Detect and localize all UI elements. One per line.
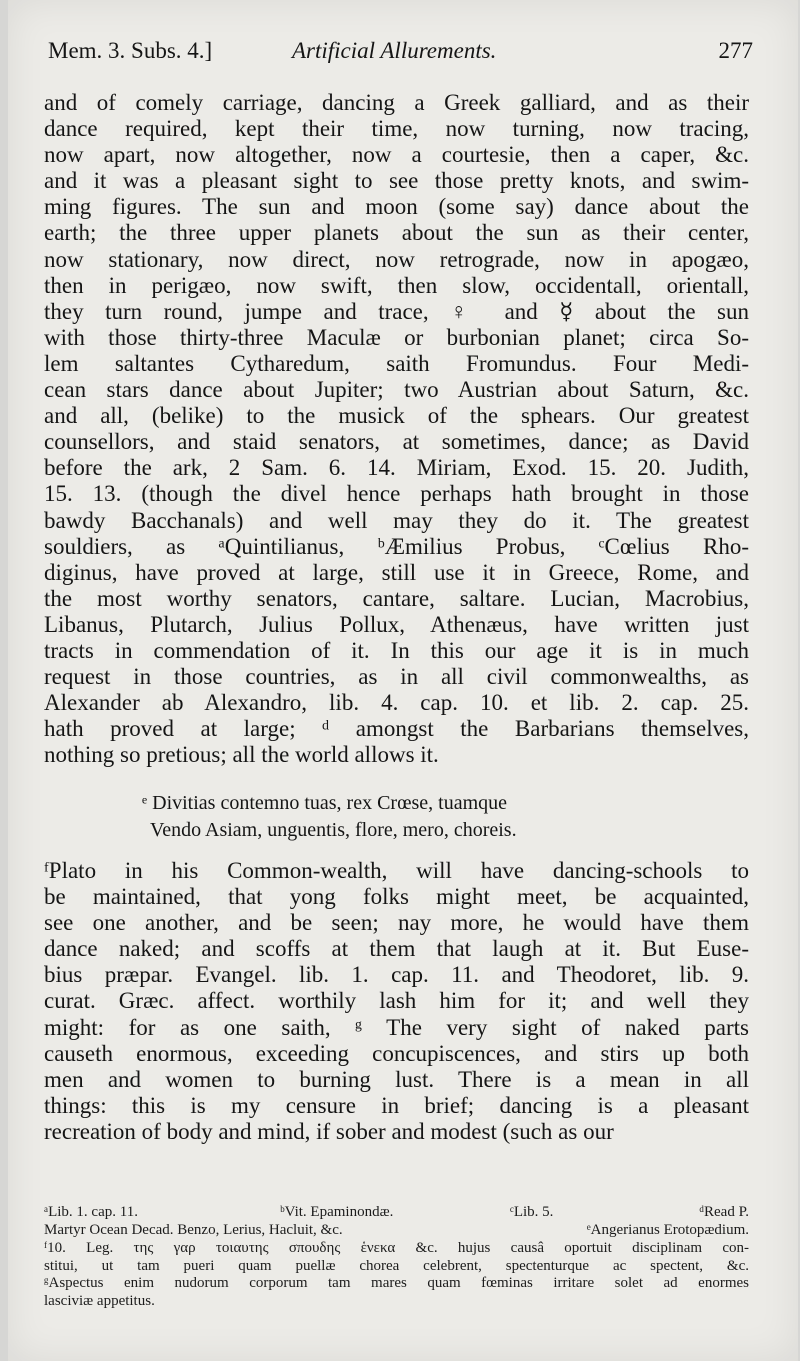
body-text-continued-line: curat. Græc. affect. worthily lash him for it; and well they (44, 988, 749, 1014)
body-text-continued-line: ᶠPlato in his Common-wealth, will have dancing-schools to (44, 858, 749, 883)
footnote-a: ᵃLib. 1. cap. 11. (44, 1204, 138, 1220)
footnotes (44, 1204, 749, 1310)
body-text-line: Alexander ab Alexandro, lib. 4. cap. 10. et lib. 2. cap. 25. (44, 690, 749, 716)
body-text-line: nothing so pretious; all the world allows it. (44, 742, 439, 768)
main-text-continued (44, 858, 749, 1145)
body-text-continued-line: might: for as one saith, ᵍ The very sight of naked parts (44, 1014, 749, 1040)
body-text-continued-line: causeth enormous, exceeding concupiscences, and stirs up both (44, 1040, 749, 1066)
body-text-line: hath proved at large; ᵈ amongst the Barbarians themselves, (44, 716, 749, 742)
body-text-continued-line: dance naked; and scoffs at them that laugh at it. But Euse- (44, 936, 749, 962)
footnote-g-line-2: lasciviæ appetitus. (44, 1292, 155, 1309)
body-text-line: 15. 13. (though the divel hence perhaps hath brought in those (44, 481, 749, 507)
body-text-continued-line: things: this is my censure in brief; dancing is a pleasant (44, 1092, 749, 1118)
body-text-line: lem saltantes Cytharedum, saith Fromundus. Four Medi- (44, 350, 749, 376)
section-reference: Mem. 3. Subs. 4.] (48, 38, 213, 63)
body-text-continued-line: men and women to burning lust. There is a mean in all (44, 1066, 749, 1092)
main-text (44, 90, 749, 768)
footnote-b: ᵇVit. Epaminondæ. (280, 1204, 394, 1220)
verse-line-1: ᵉ Divitias contemno tuas, rex Crœse, tuamque (142, 792, 508, 814)
footnote-f-line-2: stitui, ut tam pueri quam puellæ chorea celebrent, spectenturque ac spectent, &c. (44, 1257, 749, 1274)
body-text-line: they turn round, jumpe and trace, ♀ and ☿ about the sun (44, 298, 749, 324)
body-text-line: and of comely carriage, dancing a Greek galliard, and as their (44, 90, 749, 115)
body-text-line: and all, (belike) to the musick of the sphears. Our greatest (44, 403, 749, 429)
footnote-row-2 (44, 1222, 749, 1240)
body-text-line: with those thirty-three Maculæ or burbonian planet; circa So- (44, 324, 749, 350)
body-text-line: request in those countries, as in all civil commonwealths, as (44, 664, 749, 690)
body-text-line: now apart, now altogether, now a courtesie, then a caper, &c. (44, 142, 749, 168)
body-text-line: counsellors, and staid senators, at sometimes, dance; as David (44, 429, 749, 455)
body-text-line: dance required, kept their time, now turning, now tracing, (44, 116, 749, 142)
body-text-line: and it was a pleasant sight to see those pretty knots, and swim- (44, 168, 749, 194)
body-text-line: souldiers, as ᵃQuintilianus, ᵇÆmilius Probus, ᶜCœlius Rho- (44, 533, 749, 559)
body-text-continued-line: see one another, and be seen; nay more, he would have them (44, 910, 749, 936)
body-text-line: bawdy Bacchanals) and well may they do it. The greatest (44, 507, 749, 533)
body-text-line: earth; the three upper planets about the sun as their center, (44, 220, 749, 246)
verse-line-2: Vendo Asiam, unguentis, flore, mero, choreis. (150, 819, 517, 841)
book-page (8, 0, 798, 1361)
footnote-d-continued: Martyr Ocean Decad. Benzo, Lerius, Hacluit, &c. (44, 1222, 343, 1238)
body-text-line: now stationary, now direct, now retrograde, now in apogæo, (44, 246, 749, 272)
body-text-continued-line: bius præpar. Evangel. lib. 1. cap. 11. and Theodoret, lib. 9. (44, 962, 749, 988)
body-text-line: Libanus, Plutarch, Julius Pollux, Athenæus, have written just (44, 611, 749, 637)
running-title: Artificial Allurements. (292, 38, 497, 63)
body-text-line: then in perigæo, now swift, then slow, occidentall, orientall, (44, 272, 749, 298)
body-text-line: cean stars dance about Jupiter; two Austrian about Saturn, &c. (44, 377, 749, 403)
verse-quotation (142, 790, 702, 844)
body-text-line: ming figures. The sun and moon (some say) dance about the (44, 194, 749, 220)
body-text-line: tracts in commendation of it. In this our age it is in much (44, 637, 749, 663)
body-text-line: the most worthy senators, cantare, saltare. Lucian, Macrobius, (44, 585, 749, 611)
footnote-c: ᶜLib. 5. (510, 1204, 554, 1220)
body-text-line: diginus, have proved at large, still use it in Greece, Rome, and (44, 559, 749, 585)
footnote-row-1 (44, 1204, 749, 1222)
footnote-e: ᵉAngerianus Erotopædium. (586, 1222, 749, 1238)
page-number: 277 (718, 38, 753, 63)
body-text-continued-line: be maintained, that yong folks might meet, be acquainted, (44, 884, 749, 910)
footnote-g-line-1: ᵍAspectus enim nudorum corporum tam mares quam fœminas irritare solet ad enormes (44, 1275, 749, 1292)
footnote-d: ᵈRead P. (699, 1204, 749, 1220)
running-header (48, 38, 753, 74)
body-text-continued-line: recreation of body and mind, if sober and modest (such as our (44, 1118, 614, 1144)
body-text-line: before the ark, 2 Sam. 6. 14. Miriam, Exod. 15. 20. Judith, (44, 455, 749, 481)
footnote-f-line-1: ᶠ10. Leg. της γαρ τοιαυτης σπουδης ἑνεκα &c. hujus causâ oportuit disciplinam con- (44, 1240, 749, 1256)
